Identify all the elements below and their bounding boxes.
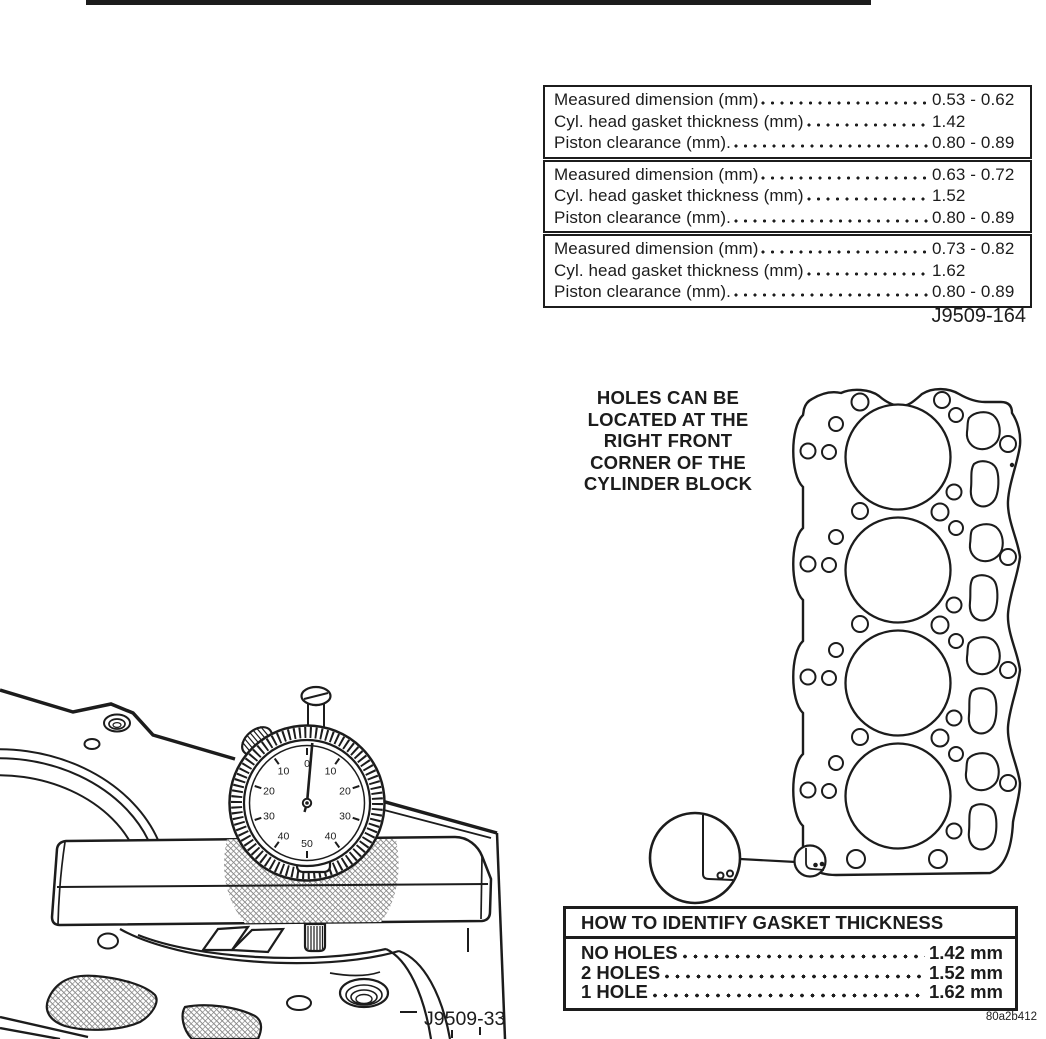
gasket-note-line: RIGHT FRONT — [603, 430, 733, 451]
dot-leader — [652, 984, 925, 998]
threaded-hole — [340, 979, 388, 1007]
plunger-tip — [305, 924, 325, 951]
spec-row — [554, 207, 1024, 229]
spec-row — [554, 164, 1024, 186]
dot-leader — [682, 945, 925, 959]
stem — [308, 704, 324, 727]
identify-value: 1.62 mm — [928, 981, 1003, 1002]
dial-number: 10 — [324, 765, 337, 778]
identify-row — [581, 982, 1003, 1002]
magnifier-callout — [650, 813, 740, 903]
identify-row — [581, 943, 1003, 963]
spec-label: Measured dimension (mm) — [554, 164, 759, 184]
gasket-note-line: CORNER OF THE — [590, 451, 746, 473]
spec-value: 1.52 — [932, 186, 966, 205]
page-code: 80a2b412 — [985, 1011, 1037, 1023]
gasket-corner-detail — [795, 846, 826, 877]
identify-label: 1 HOLE — [581, 981, 648, 1002]
identify-row — [581, 963, 1003, 983]
dot-leader — [733, 209, 930, 223]
spec-row — [554, 89, 1024, 111]
bore-below-bar — [120, 928, 468, 1039]
gasket-note-line: LOCATED AT THE — [587, 408, 749, 430]
spec-row — [554, 260, 1024, 282]
identify-label: NO HOLES — [581, 942, 678, 963]
block-port — [47, 976, 157, 1030]
block-port — [183, 1005, 261, 1039]
dot-leader — [760, 91, 930, 105]
identification-hole — [718, 873, 724, 879]
dial-number: 40 — [277, 830, 290, 843]
identify-value: 1.52 mm — [928, 961, 1003, 983]
gasket-note-line: HOLES CAN BE — [596, 387, 740, 408]
spec-label: Piston clearance (mm). — [554, 282, 731, 301]
spec-block — [543, 234, 1032, 308]
spec-label: Piston clearance (mm). — [554, 207, 731, 227]
spec-value: 0.80 - 0.89 — [932, 207, 1015, 227]
figure-code: J9509-164 — [931, 305, 1026, 327]
spec-value: 1.62 — [932, 260, 966, 280]
spec-label: Measured dimension (mm) — [554, 239, 759, 258]
spec-value: 0.73 - 0.82 — [932, 239, 1015, 258]
block-right-edge — [378, 800, 497, 833]
dial-number: 20 — [339, 785, 351, 798]
top-rule — [86, 0, 871, 5]
spec-row — [554, 132, 1024, 154]
figure-code: J9509-33 — [424, 1008, 506, 1030]
dot-leader — [664, 965, 925, 979]
dial-number: 20 — [263, 785, 275, 798]
spec-value: 0.80 - 0.89 — [932, 133, 1015, 152]
spec-value: 0.80 - 0.89 — [932, 282, 1015, 301]
magnifier-circle — [650, 813, 740, 903]
dot-leader — [733, 283, 930, 297]
identify-value: 1.42 mm — [928, 942, 1003, 963]
dot-leader — [760, 166, 930, 180]
bolt-hole — [98, 934, 118, 949]
head-gasket-illustration — [640, 385, 1046, 905]
dowel-hole — [85, 739, 100, 749]
dot-leader — [806, 113, 930, 127]
dot-leader — [760, 240, 930, 254]
piston-crown-reliefs — [203, 927, 283, 952]
gasket-edge-dot — [1010, 463, 1014, 467]
spec-block — [543, 160, 1032, 234]
identification-hole — [727, 871, 733, 877]
spec-value: 0.63 - 0.72 — [932, 164, 1015, 184]
identify-table-body — [566, 939, 1015, 1008]
spec-row — [554, 238, 1024, 260]
spec-value: 1.42 — [932, 111, 966, 131]
callout-connector-line — [740, 859, 796, 862]
spec-label: Cyl. head gasket thickness (mm) — [554, 260, 804, 280]
block-top-edge — [0, 690, 235, 759]
spec-label: Cyl. head gasket thickness (mm) — [554, 111, 804, 131]
gasket-identify-table — [563, 906, 1018, 1011]
spec-value: 0.53 - 0.62 — [932, 90, 1015, 109]
dot-leader — [733, 134, 930, 148]
identify-label: 2 HOLES — [581, 961, 661, 983]
gasket-spec-table — [543, 85, 1032, 308]
dial-number: 10 — [277, 765, 290, 778]
dot-leader — [806, 187, 930, 201]
winding-cap — [302, 687, 331, 706]
head-gasket — [650, 389, 1020, 903]
dot-leader — [806, 262, 930, 276]
bolt-hole — [287, 996, 311, 1010]
spec-row — [554, 281, 1024, 303]
dial-number: 50 — [301, 838, 313, 850]
dial-number: 0 — [304, 758, 310, 770]
piston-protrusion-illustration — [0, 660, 520, 1039]
spec-label: Measured dimension (mm) — [554, 90, 759, 109]
dial-number: 30 — [339, 810, 351, 823]
dial-number: 30 — [263, 810, 275, 823]
spec-block — [543, 85, 1032, 159]
spec-label: Piston clearance (mm). — [554, 133, 731, 152]
spec-row — [554, 111, 1024, 133]
spec-label: Cyl. head gasket thickness (mm) — [554, 186, 804, 205]
identify-table-title: HOW TO IDENTIFY GASKET THICKNESS — [566, 909, 1015, 939]
gasket-note-line: CYLINDER BLOCK — [583, 473, 753, 494]
countersunk-bolt-hole — [104, 715, 130, 732]
dial-number: 40 — [324, 830, 337, 843]
spec-row — [554, 185, 1024, 207]
